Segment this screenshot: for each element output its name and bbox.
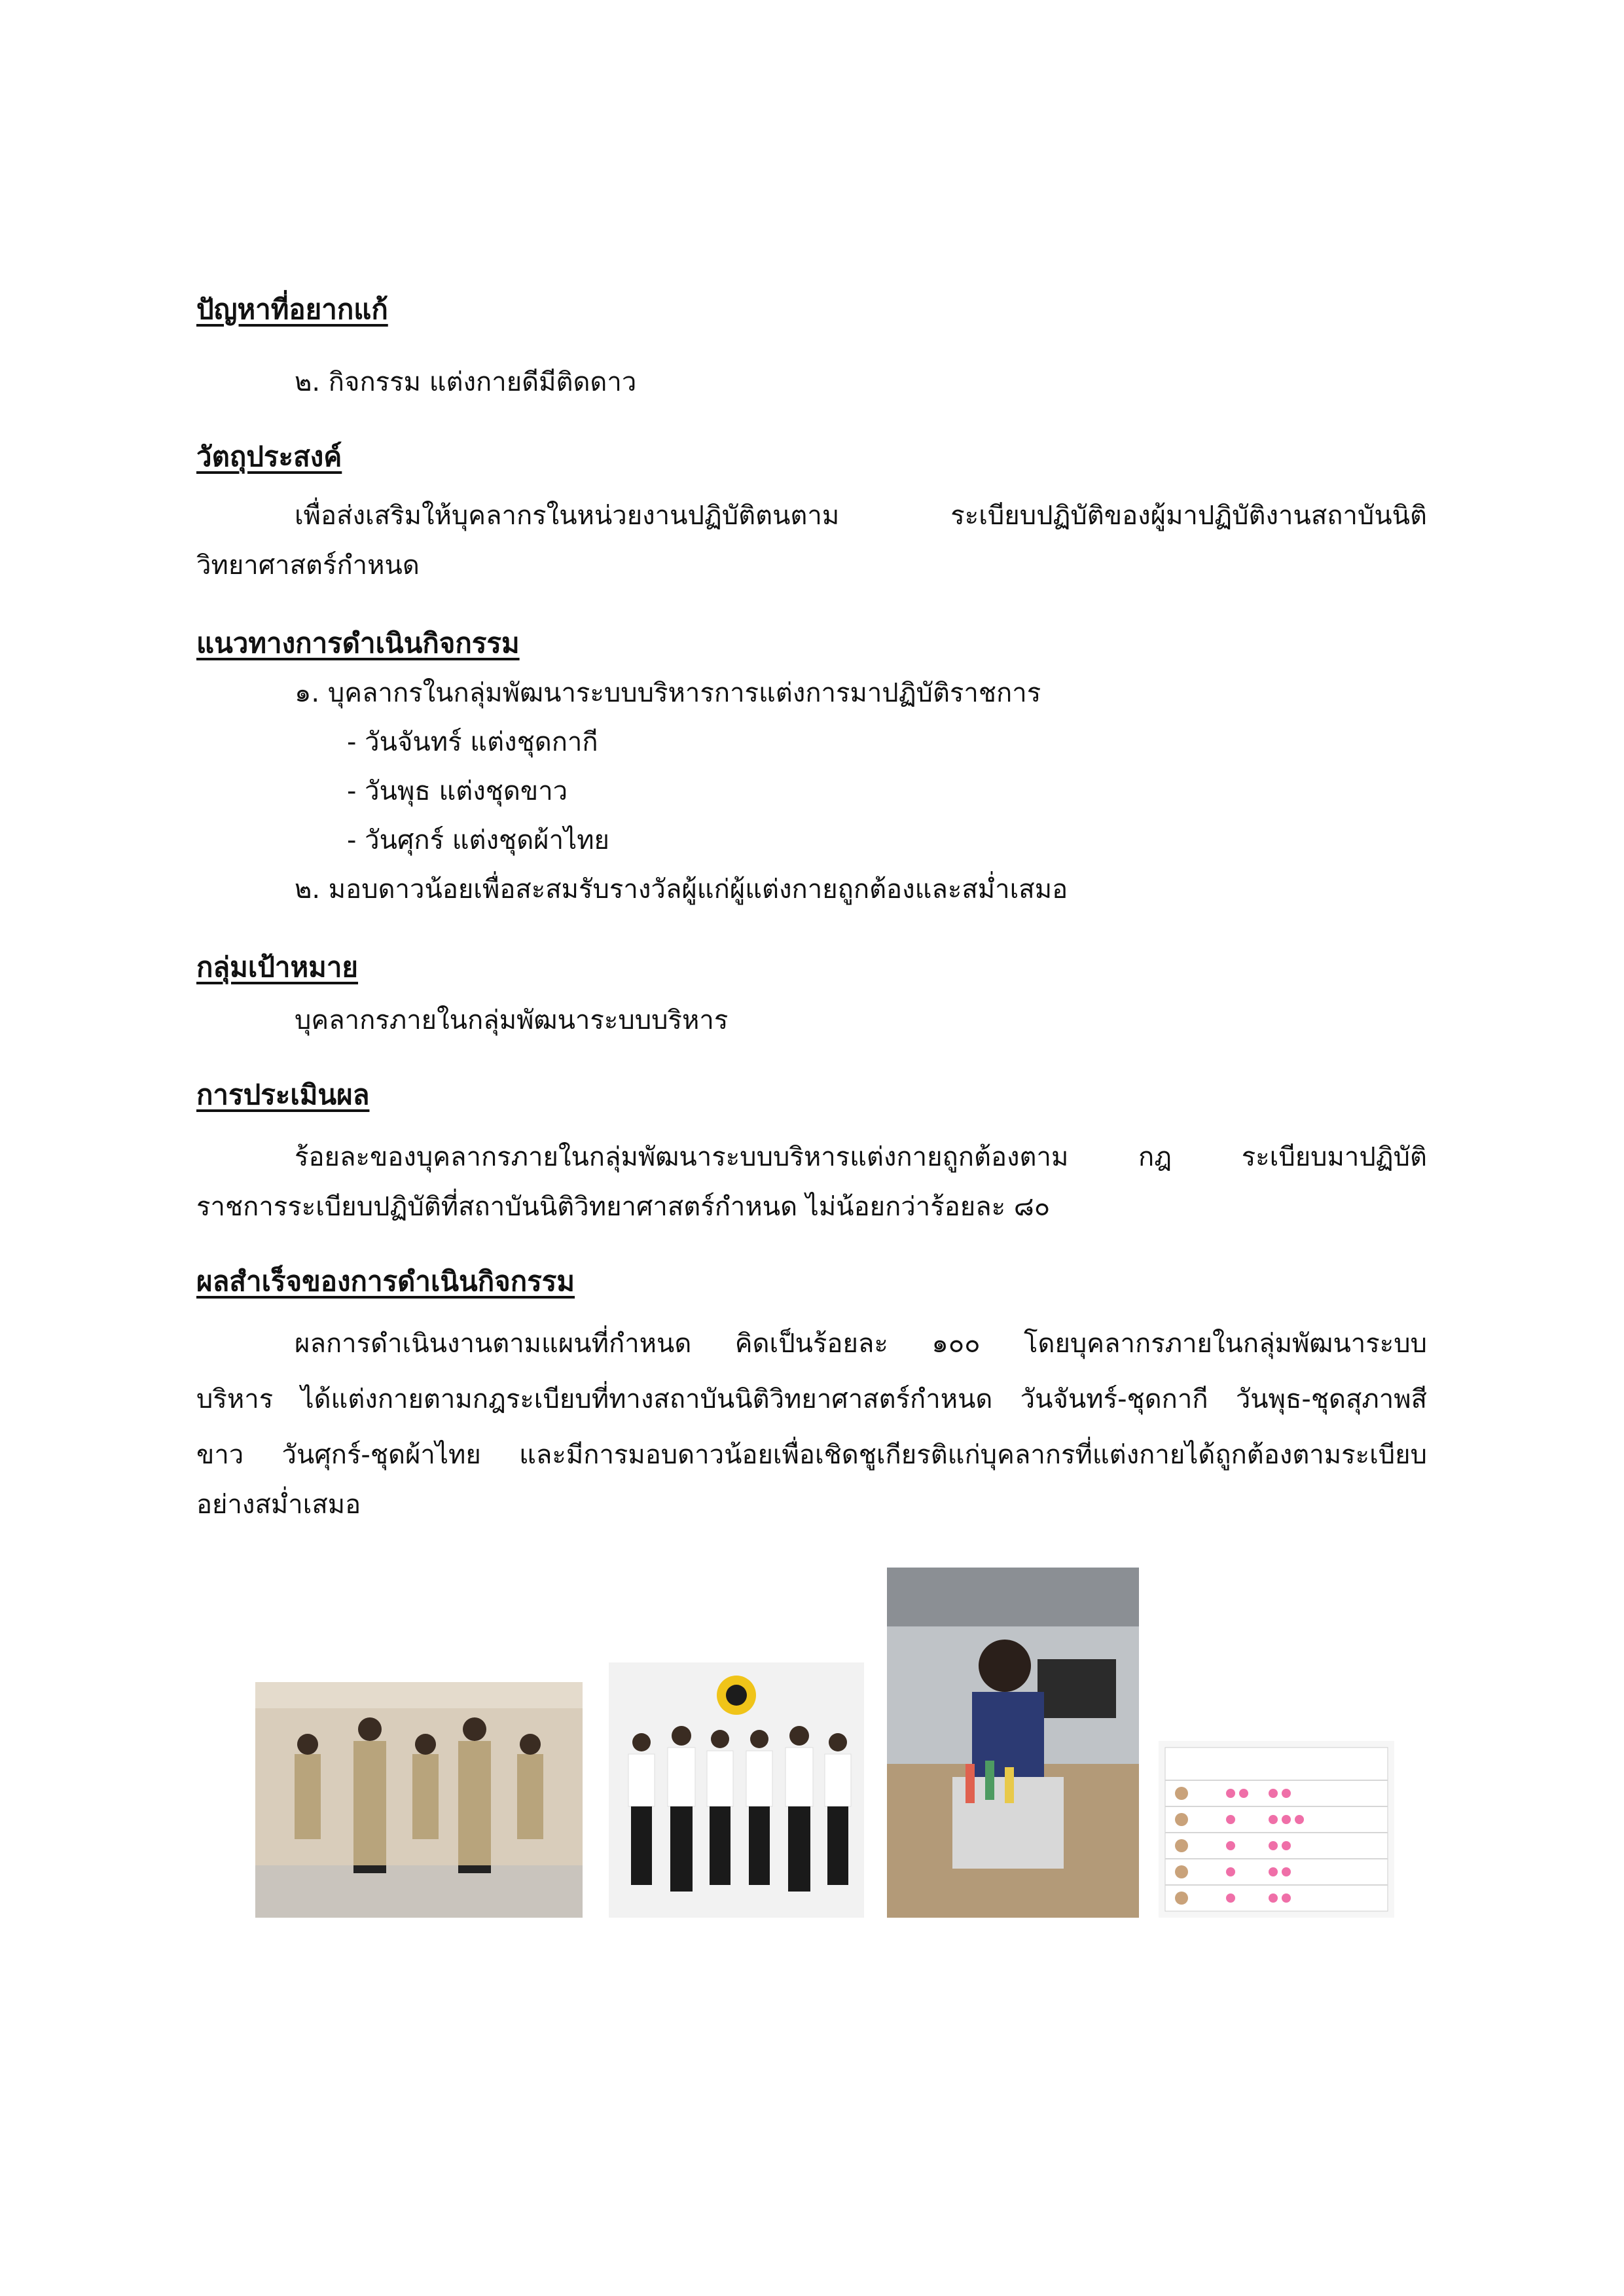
evaluation-line-2: ราชการระเบียบปฏิบัติที่สถาบันนิติวิทยาศาสตร์กำหนด ไม่น้อยกว่าร้อยละ ๘๐ <box>196 1192 1051 1222</box>
heading-problem: ปัญหาที่อยากแก้ <box>196 293 388 325</box>
photo-white-shirt-group <box>609 1662 864 1918</box>
approach-sub-3: - วันศุกร์ แต่งชุดผ้าไทย <box>347 825 609 855</box>
approach-item-2: ๒. มอบดาวน้อยเพื่อสะสมรับรางวัลผู้แก่ผู้แต่งกายถูกต้องและสม่ำเสมอ <box>295 874 1068 905</box>
photo-star-chart-board <box>1159 1741 1394 1918</box>
approach-sub-2: - วันพุธ แต่งชุดขาว <box>347 776 568 806</box>
photo-khaki-uniform-group <box>255 1682 583 1918</box>
photo-white-shirt-group-art <box>609 1662 864 1918</box>
problem-item: ๒. กิจกรรม แต่งกายดีมีติดดาว <box>295 367 637 397</box>
heading-result: ผลสำเร็จของการดำเนินกิจกรรม <box>196 1265 575 1297</box>
heading-target: กลุ่มเป้าหมาย <box>196 951 359 983</box>
evaluation-line-1: ร้อยละของบุคลากรภายในกลุ่มพัฒนาระบบบริหารแต่งกายถูกต้องตาม กฎ ระเบียบมาปฏิบัติ <box>295 1142 1427 1172</box>
heading-evaluation: การประเมินผล <box>196 1079 370 1111</box>
photo-star-chart-board-art <box>1159 1741 1394 1918</box>
photo-staff-at-desk-art <box>887 1568 1139 1918</box>
photo-khaki-uniform-group-art <box>255 1682 583 1918</box>
heading-approach: แนวทางการดำเนินกิจกรรม <box>196 627 520 659</box>
objective-line-1: เพื่อส่งเสริมให้บุคลากรในหน่วยงานปฏิบัติตนตาม ระเบียบปฏิบัติของผู้มาปฏิบัติงานสถาบันนิติ <box>295 501 1427 531</box>
photo-staff-at-desk <box>887 1568 1139 1918</box>
approach-sub-1: - วันจันทร์ แต่งชุดกากี <box>347 727 598 757</box>
target-line-1: บุคลากรภายในกลุ่มพัฒนาระบบบริหาร <box>295 1005 729 1035</box>
approach-item-1: ๑. บุคลากรในกลุ่มพัฒนาระบบบริหารการแต่งการมาปฏิบัติราชการ <box>295 678 1041 708</box>
result-line-2: บริหาร ได้แต่งกายตามกฎระเบียบที่ทางสถาบันนิติวิทยาศาสตร์กำหนด วันจันทร์-ชุดกากี วันพุธ-ชุดสุภาพสี <box>196 1384 1427 1414</box>
heading-objective: วัตถุประสงค์ <box>196 440 342 473</box>
result-line-3: ขาว วันศุกร์-ชุดผ้าไทย และมีการมอบดาวน้อยเพื่อเชิดชูเกียรติแก่บุคลากรที่แต่งกายได้ถูกต้องตามระเบียบ <box>196 1440 1427 1470</box>
objective-line-2: วิทยาศาสตร์กำหนด <box>196 550 420 581</box>
result-line-1: ผลการดำเนินงานตามแผนที่กำหนด คิดเป็นร้อยละ ๑๐๐ โดยบุคลากรภายในกลุ่มพัฒนาระบบ <box>295 1329 1427 1359</box>
result-line-4: อย่างสม่ำเสมอ <box>196 1490 361 1520</box>
